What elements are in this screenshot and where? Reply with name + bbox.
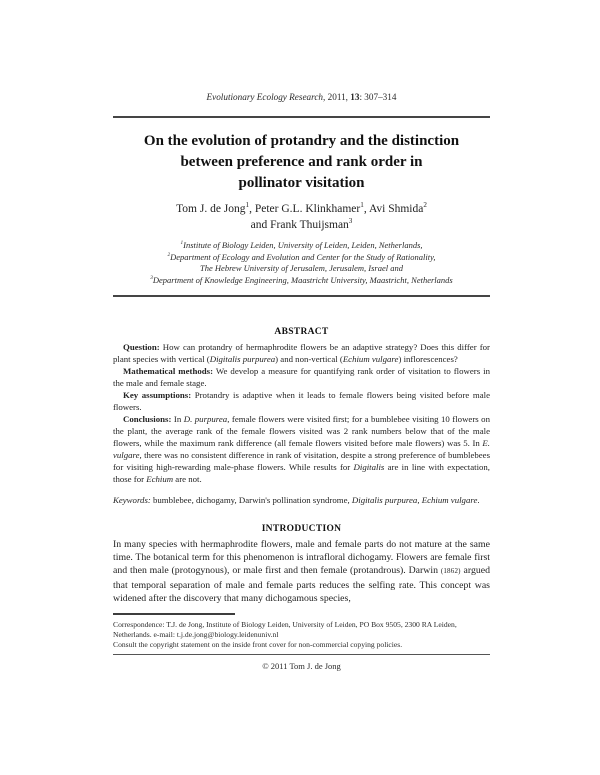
abstract-label-question: Question: [123,342,160,352]
author-line-1 [113,201,490,217]
species-name: Echium vulgare [421,495,478,505]
author-name: Tom J. de Jong [176,203,246,215]
abstract-label-conclusions: Conclusions: [123,414,172,424]
citation-year: (1862) [440,567,461,576]
author-name: Avi Shmida [368,203,424,215]
paper-page [113,0,490,672]
title-line: pollinator visitation [238,175,365,191]
author-affil-mark: 1 [360,201,364,210]
abstract-text: In [171,414,184,424]
species-name: Digitalis [353,462,385,472]
title-line: On the evolution of protandry and the distinction [143,133,460,149]
species-name: Echium vulgare [342,354,399,364]
author-separator: , [249,203,255,215]
abstract-heading: ABSTRACT [274,327,329,337]
abstract-text: Protandry is adaptive when it leads to female flowers being visited before male flowers. [113,390,490,412]
species-name: Echium [146,474,174,484]
affil-mark: 1 [180,240,184,247]
species-name: D. purpurea [183,414,228,424]
intro-text: In many species with hermaphrodite flowers, male and female parts do not mature at the same time. The botanical term for this phenomenon is intrafloral dichogamy. Flowers are female first and then male (protogynous), or male first and then female (protandrous). Darwin [113,539,490,577]
author-line-2 [113,217,490,233]
copyright-notice-line: Consult the copyright statement on the inside front cover for non-commercial copying policies. [113,640,403,650]
correspondence-label: Correspondence: [113,620,165,630]
correspondence-text: T.J. de Jong, Institute of Biology Leiden, University of Leiden, PO Box 9505, 2300 RA Leiden, Netherlands. e-mail: t.j.de.jong@biology.leidenuniv.nl [113,620,457,640]
affiliation-line [113,275,490,287]
abstract-text: We develop a measure for quantifying rank order of visitation to flowers in the male and female stage. [113,366,491,388]
affil-text: The Hebrew University of Jerusalem, Jerusalem, Israel and [200,263,403,273]
affiliation-divider-rule [113,295,490,297]
abstract-text: ) inflorescences? [398,354,458,364]
affiliation-list [113,240,490,286]
affil-text: Department of Ecology and Evolution and Center for the Study of Rationality, [170,251,436,262]
abstract-label-assumptions: Key assumptions: [123,390,192,400]
title-line: between preference and rank order in [180,154,423,170]
abstract-text: , female flowers were visited first; for a bumblebee visiting 10 flowers on the plant, the average rank of the female flowers visited was 2 rank numbers below that of the male flowers, while the maximum rank difference (all female flowers visited before male flowers) was 5. In [113,414,490,448]
copyright-line: © 2011 Tom J. de Jong [262,661,341,672]
affil-mark: 2 [167,251,171,258]
abstract-text: are not. [173,474,202,484]
affil-text: Institute of Biology Leiden, University of Leiden, Leiden, Netherlands, [183,240,423,250]
journal-year: 2011, [325,92,351,102]
keywords-text: bumblebee, dichogamy, Darwin's pollination syndrome, [150,495,352,505]
abstract-text: are in line with expectation, those for [113,462,491,484]
affiliation-line [113,263,490,275]
abstract-body [113,341,490,485]
affiliation-line [113,252,490,264]
affiliation-line [113,240,490,252]
author-affil-mark: 3 [348,217,353,226]
affil-text: Department of Knowledge Engineering, Maastricht University, Maastricht, Netherlands [152,274,453,285]
abstract-assumptions [113,389,490,413]
keywords-label: Keywords: [113,495,151,505]
author-list [113,201,490,233]
footnote-rule [113,613,235,615]
keywords-block [113,494,490,506]
correspondence-line [113,620,490,640]
header-rule [113,116,490,118]
author-name: Frank Thuijsman [270,219,349,231]
abstract-text: ) and non-vertical ( [275,354,343,364]
species-name: E. vulgare [113,438,490,460]
bottom-rule [113,654,490,655]
author-conjunction: and [250,219,271,231]
abstract-question [113,341,490,365]
paper-title [113,131,490,194]
author-affil-mark: 2 [423,201,427,210]
author-affil-mark: 1 [245,201,250,210]
correspondence-footnote [113,620,490,650]
author-separator: , [363,203,369,215]
abstract-conclusions [113,413,490,485]
affil-mark: 3 [150,274,153,281]
author-name: Peter G.L. Klinkhamer [254,203,361,215]
introduction-heading: INTRODUCTION [261,524,342,534]
intro-text: argued that temporal separation of male and female parts reduces the selfing rate. This concept was widened after the discovery that many dichogamous species, [113,565,490,604]
introduction-paragraph [113,538,490,605]
journal-volume: 13 [350,92,360,102]
journal-name: Evolutionary Ecology Research, [206,92,326,102]
journal-pages: : 307–314 [359,92,397,102]
abstract-text: How can protandry of hermaphrodite flowers be an adaptive strategy? Does this differ for plant species with vertical ( [113,342,490,364]
species-name: Digitalis purpurea [351,495,418,505]
keywords-text: . [477,495,480,505]
abstract-methods [113,365,490,389]
keywords-text: , [417,495,422,505]
species-name: Digitalis purpurea [209,354,276,364]
abstract-text: , there was no consistent difference in rank of visitation, despite a strong preference of bumblebees for visiting high-rewarding male-phase flowers. While results for [113,450,490,472]
journal-header [113,91,490,103]
abstract-label-methods: Mathematical methods: [123,366,214,376]
